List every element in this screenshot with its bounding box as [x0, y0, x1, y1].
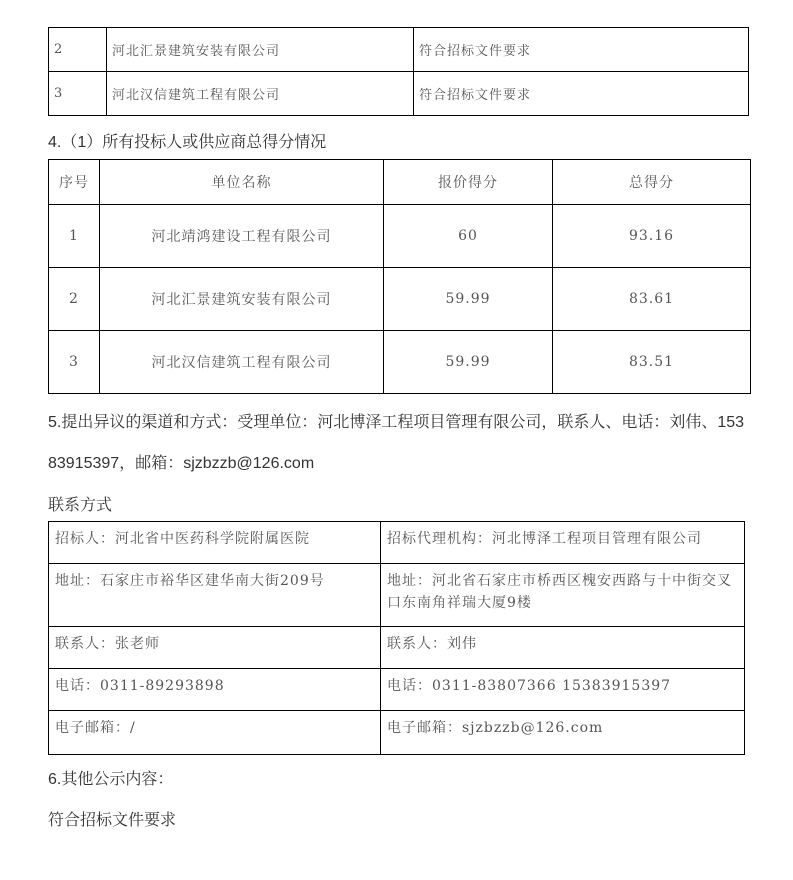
objection-channel-line1: 5.提出异议的渠道和方式：受理单位：河北博泽工程项目管理有限公司，联系人、电话：刘伟、153 — [48, 414, 745, 431]
table-row — [49, 72, 749, 116]
agency-address: 地址：河北省石家庄市桥西区槐安西路与十中街交叉口东南角祥瑞大厦9楼 — [381, 564, 745, 627]
price-score: 60 — [384, 205, 553, 268]
objection-channel-line2: 83915397，邮箱：sjzbzzb@126.com — [48, 455, 315, 472]
table-row — [49, 627, 745, 669]
table-row — [49, 205, 751, 268]
header-total: 总得分 — [553, 160, 751, 205]
tenderer-contact: 联系人：张老师 — [49, 627, 381, 669]
price-score: 59.99 — [384, 331, 553, 394]
table-row — [49, 268, 751, 331]
row-number: 3 — [49, 72, 107, 116]
header-name: 单位名称 — [100, 160, 384, 205]
table-header-row — [49, 160, 751, 205]
section4-heading: 4.（1）所有投标人或供应商总得分情况 — [48, 134, 327, 151]
table-row — [49, 669, 745, 711]
header-price-score: 报价得分 — [384, 160, 553, 205]
table-row — [49, 564, 745, 627]
agency-contact: 联系人：刘伟 — [381, 627, 745, 669]
company-name: 河北汇景建筑安装有限公司 — [107, 28, 414, 72]
row-number: 1 — [49, 205, 100, 268]
total-score: 93.16 — [553, 205, 751, 268]
section6-content: 符合招标文件要求 — [48, 812, 177, 829]
agency-email: 电子邮箱：sjzbzzb@126.com — [381, 711, 745, 755]
section6-heading: 6.其他公示内容： — [48, 771, 174, 788]
table-row — [49, 522, 745, 564]
row-number: 2 — [49, 268, 100, 331]
tenderer-email: 电子邮箱：/ — [49, 711, 381, 755]
tenderer-phone: 电话：0311-89293898 — [49, 669, 381, 711]
tenderer-address: 地址：石家庄市裕华区建华南大街209号 — [49, 564, 381, 627]
total-score: 83.61 — [553, 268, 751, 331]
header-no: 序号 — [49, 160, 100, 205]
row-number: 3 — [49, 331, 100, 394]
company-name: 河北汉信建筑工程有限公司 — [107, 72, 414, 116]
contact-heading: 联系方式 — [48, 497, 113, 514]
price-score: 59.99 — [384, 268, 553, 331]
contact-table — [48, 521, 745, 755]
compliance-table — [48, 27, 749, 116]
company-name: 河北靖鸿建设工程有限公司 — [100, 205, 384, 268]
tender-agency: 招标代理机构：河北博泽工程项目管理有限公司 — [381, 522, 745, 564]
review-result: 符合招标文件要求 — [414, 72, 749, 116]
tenderer: 招标人：河北省中医药科学院附属医院 — [49, 522, 381, 564]
table-row — [49, 28, 749, 72]
total-score: 83.51 — [553, 331, 751, 394]
score-table — [48, 159, 751, 394]
row-number: 2 — [49, 28, 107, 72]
table-row — [49, 711, 745, 755]
review-result: 符合招标文件要求 — [414, 28, 749, 72]
table-row — [49, 331, 751, 394]
company-name: 河北汉信建筑工程有限公司 — [100, 331, 384, 394]
agency-phone: 电话：0311-83807366 15383915397 — [381, 669, 745, 711]
company-name: 河北汇景建筑安装有限公司 — [100, 268, 384, 331]
